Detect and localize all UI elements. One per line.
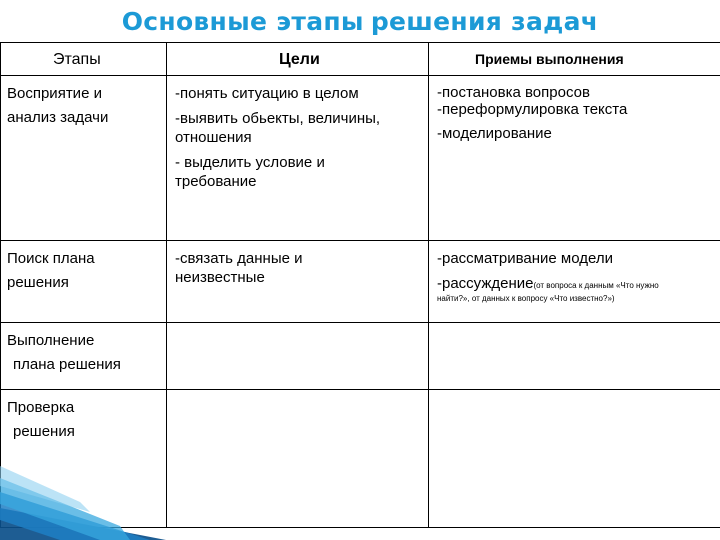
- header-stages: Этапы: [1, 43, 167, 76]
- header-methods: Приемы выполнения: [429, 43, 720, 76]
- methods-cell: [429, 323, 720, 390]
- goal-text: требование: [175, 173, 257, 190]
- method-text: -переформулировка текста: [437, 101, 628, 118]
- table-row: [1, 76, 720, 241]
- method-note: найти?», от данных к вопросу «Что известно?»): [437, 294, 615, 303]
- header-goals: Цели: [167, 43, 429, 76]
- table-row: [1, 390, 720, 528]
- method-text: -рассматривание модели: [437, 250, 613, 267]
- title-part-2: решения задач: [370, 7, 599, 36]
- goals-cell: [167, 390, 429, 528]
- method-text: -постановка вопросов: [437, 84, 590, 101]
- method-text: -моделирование: [437, 125, 552, 142]
- table-row: [1, 323, 720, 390]
- stage-cell: [1, 323, 167, 390]
- goals-cell: [167, 323, 429, 390]
- title-part-1: Основные этапы: [121, 7, 364, 36]
- page-title: [0, 4, 720, 40]
- stage-text: решения: [7, 274, 69, 291]
- table-row: [1, 241, 720, 323]
- goals-cell: [167, 76, 429, 241]
- goal-text: -понять ситуацию в целом: [175, 85, 359, 102]
- stage-text: Восприятие и: [7, 85, 102, 102]
- goal-text: отношения: [175, 129, 252, 146]
- stage-text: плана решения: [13, 356, 121, 373]
- stage-text: решения: [13, 423, 75, 440]
- stage-text: Выполнение: [7, 332, 95, 349]
- stage-cell: [1, 241, 167, 323]
- stage-text: Проверка: [7, 399, 75, 416]
- methods-cell: [429, 241, 720, 323]
- stage-text: Поиск плана: [7, 250, 95, 267]
- methods-cell: [429, 390, 720, 528]
- stage-cell: [1, 390, 167, 528]
- methods-cell: [429, 76, 720, 241]
- goal-text: -выявить обьекты, величины,: [175, 110, 381, 127]
- method-text: -рассуждение: [437, 275, 534, 292]
- table-header-row: [1, 43, 720, 76]
- goals-cell: [167, 241, 429, 323]
- stages-table: [0, 42, 720, 528]
- stage-text: анализ задачи: [7, 109, 109, 126]
- goal-text: -связать данные и: [175, 250, 303, 267]
- goal-text: неизвестные: [175, 269, 265, 286]
- method-text-reasoning: [437, 274, 716, 293]
- stage-cell: [1, 76, 167, 241]
- goal-text: - выделить условие и: [175, 154, 325, 171]
- method-note: (от вопроса к данным «Что нужно: [533, 281, 659, 290]
